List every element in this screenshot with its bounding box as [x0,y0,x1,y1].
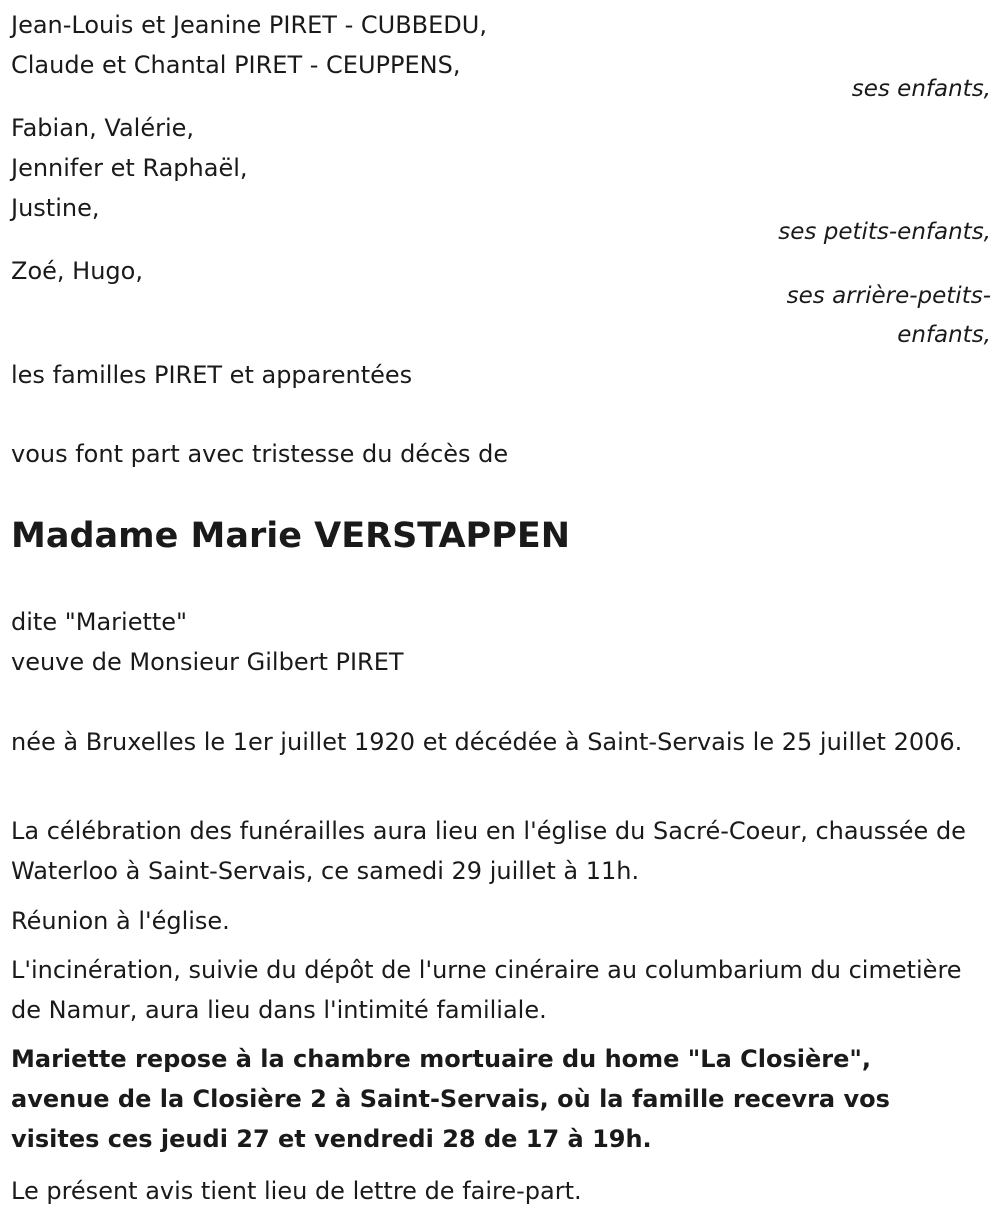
children-line-2: Claude et Chantal PIRET - CEUPPENS, [11,51,461,79]
children-line-1: Jean-Louis et Jeanine PIRET - CUBBEDU, [11,11,487,39]
grandchildren-line-1: Fabian, Valérie, [11,114,195,142]
great-grandchildren-role-1: ses arrière-petits- [786,283,991,309]
birth-death-paragraph: née à Bruxelles le 1er juillet 1920 et décédée à Saint-Servais le 25 juillet 2006. [11,728,963,756]
deceased-name: Madame Marie VERSTAPPEN [11,516,571,556]
great-grandchildren-line: Zoé, Hugo, [11,257,143,285]
nickname-line: dite "Mariette" [11,608,188,636]
cremation-paragraph: L'incinération, suivie du dépôt de l'urne cinéraire au columbarium du cimetière de Namur, aura lieu dans l'intimité familiale. [11,956,962,1024]
announcement-intro: vous font part avec tristesse du décès de [11,440,509,468]
funeral-paragraph: La célébration des funérailles aura lieu en l'église du Sacré-Coeur, chaussée de Waterloo à Saint-Servais, ce samedi 29 juillet à 11h. [11,817,966,885]
visitation-paragraph: Mariette repose à la chambre mortuaire du home "La Closière", avenue de la Closière 2 à Saint-Servais, où la famille recevra vos visites ces jeudi 27 et vendredi 28 de 17 à 19h. [11,1045,890,1153]
grandchildren-line-2: Jennifer et Raphaël, [11,154,248,182]
widow-line: veuve de Monsieur Gilbert PIRET [11,648,404,676]
grandchildren-line-3: Justine, [11,194,100,222]
great-grandchildren-role-2: enfants, [897,322,991,348]
grandchildren-role: ses petits-enfants, [778,219,991,245]
children-role: ses enfants, [851,76,991,102]
notice-paragraph: Le présent avis tient lieu de lettre de faire-part. [11,1177,582,1205]
meeting-paragraph: Réunion à l'église. [11,907,230,935]
families-line: les familles PIRET et apparentées [11,361,413,389]
